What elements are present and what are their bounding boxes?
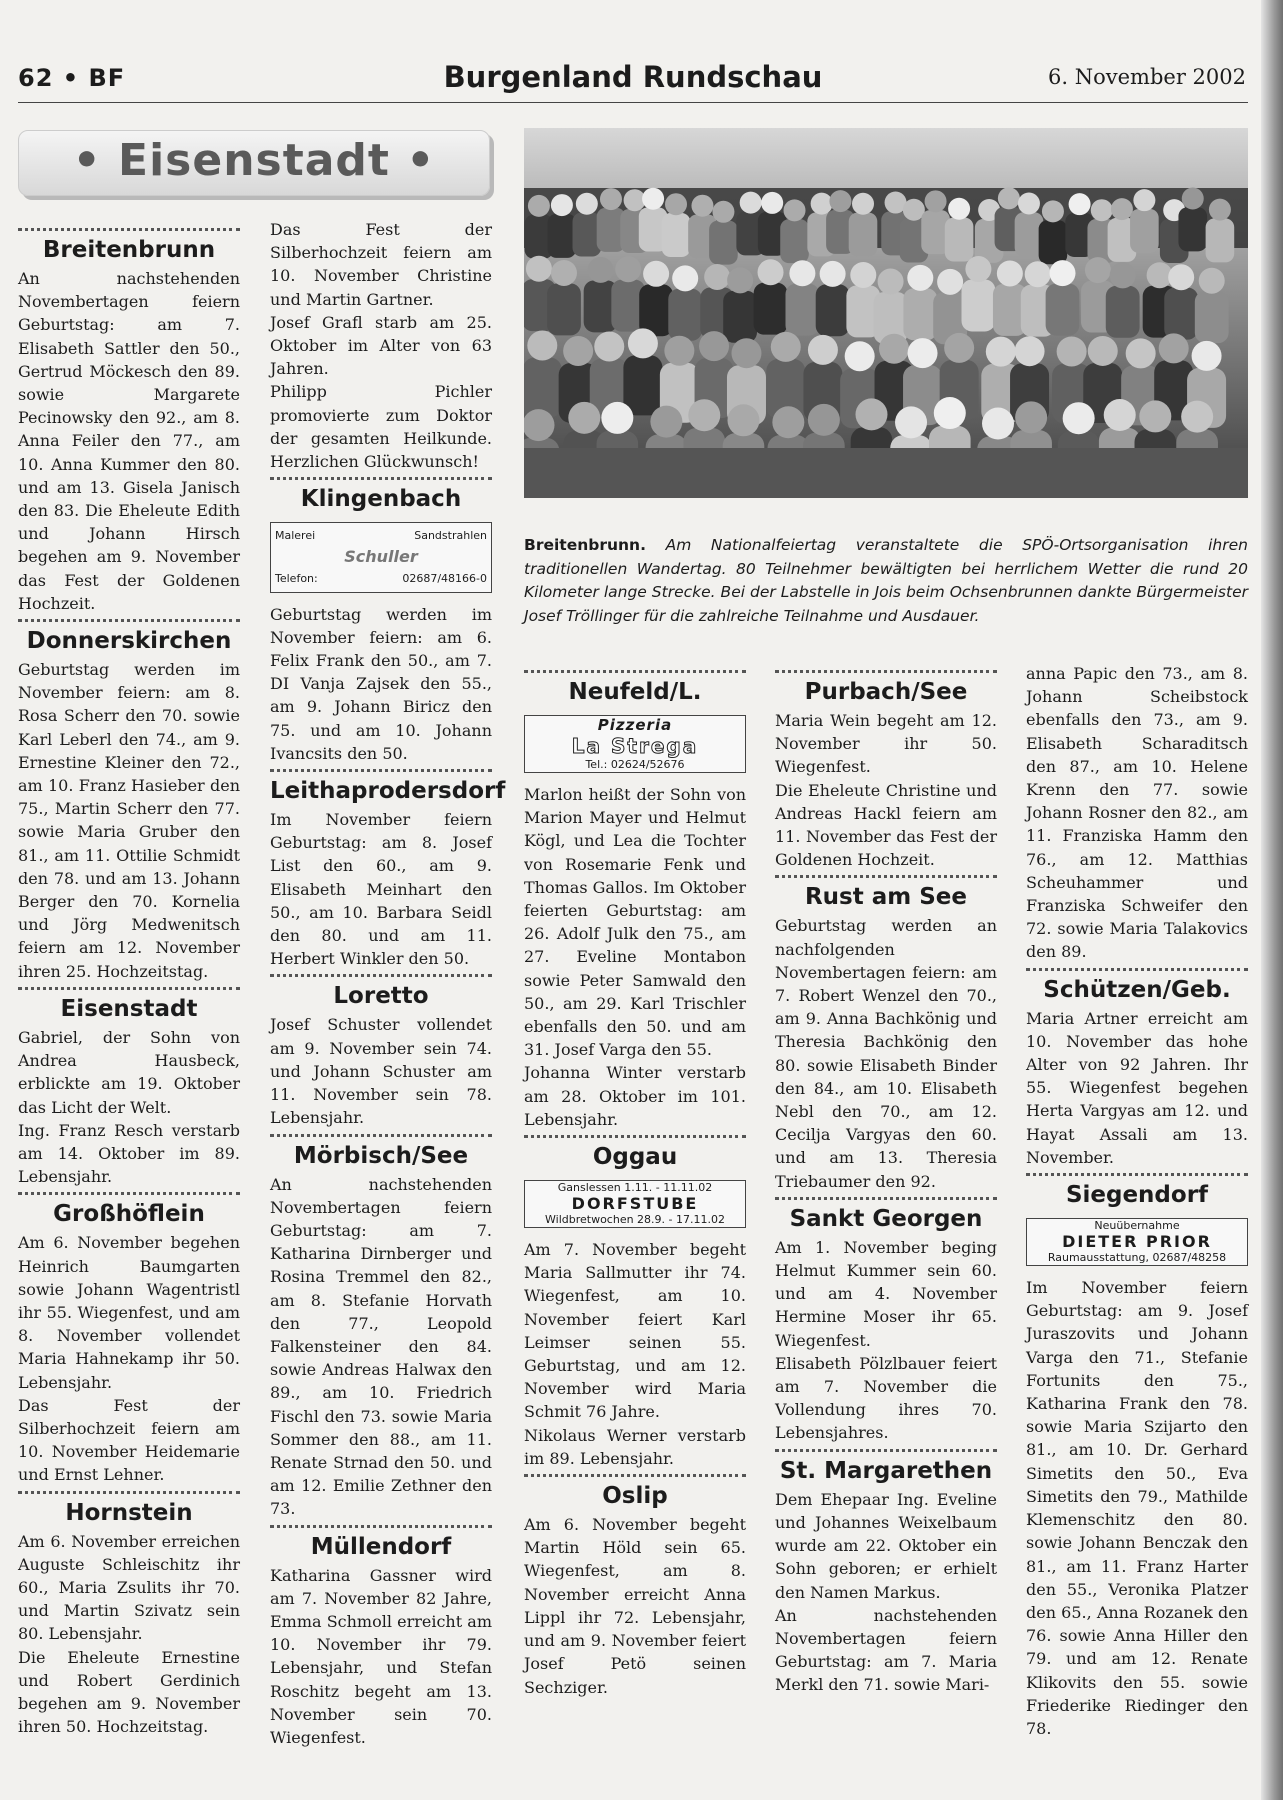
- section-banner: [18, 130, 490, 196]
- heading-donnerskirchen: Donnerskirchen: [26, 628, 232, 655]
- heading-siegendorf: Siegendorf: [1065, 1182, 1209, 1209]
- newspaper-title: Burgenland Rundschau: [443, 60, 823, 94]
- heading-purbach: Purbach/See: [804, 679, 968, 705]
- article-text: Geburtstag werden im November feiern: am 6. Felix Frank den 50., am 7. DI Vanja Zajsek den 55., am 9. Johann Biricz den 75. und am 10. Johann Ivancsits den 50.: [270, 604, 492, 763]
- article-text: Am 6. November begehen Heinrich Baumgarten sowie Johann Wagentristl ihr 55. Wiegenfest, und am 8. November vollendet Maria Hahnekamp ihr 50. Lebensjahr.: [18, 1233, 240, 1392]
- separator: [775, 1449, 997, 1452]
- ad-text: Neuübernahme: [1094, 1219, 1180, 1233]
- caption-text: Am Nationalfeiertag veranstaltete die SPÖ-Ortsorganisation ihren traditionellen Wandertag. 80 Teilnehmer bewältigten bei herrlichem Wetter die rund 20 Kilometer lange Strecke. Bei der Labstelle in Jois beim Ochsenbrunnen dankte Bürgermeister Josef Tröllinger für die zahlreiche Teilnahme und Ausdauer.: [524, 536, 1248, 625]
- column-3: [524, 666, 746, 1699]
- page-number: 62 • BF: [18, 64, 126, 92]
- separator: [524, 670, 746, 673]
- heading-oggau: Oggau: [592, 1144, 678, 1171]
- column-1: [18, 224, 240, 1738]
- article-text: Am 6. November erreichen Auguste Schleischitz ihr 60., Maria Zsulits ihr 70. und Martin Szivatz sein 80. Lebensjahr.: [18, 1531, 240, 1644]
- ad-logo: DORFSTUBE: [571, 1194, 699, 1214]
- group-photo: [524, 128, 1248, 498]
- section-banner-title: • Eisenstadt •: [72, 135, 436, 186]
- group-photo-image: [524, 128, 1248, 498]
- heading-loretto: Loretto: [333, 983, 429, 1010]
- article-text: Am 7. November begeht Maria Sallmutter ihr 74. Wiegenfest, am 10. November feiert Karl Leimser seinen 55. Geburtstag, und am 12. November wird Maria Schmit 76 Jahre.: [524, 1240, 746, 1422]
- ad-logo: La Strega: [571, 734, 699, 758]
- column-4: [775, 666, 997, 1697]
- article-text: Marlon heißt der Sohn von Marion Mayer und Helmut Kögl, und Lea die Tochter von Rosemarie Fenk und Thomas Gallos. Im Oktober feierten Geburtstag: am 26. Adolf Julk den 75., am 27. Eveline Montabon sowie Peter Samwald den 50., am 29. Karl Trischler ebenfalls den 50. und am 31. Josef Varga den 55.: [524, 785, 746, 1060]
- article-text: Josef Grafl starb am 25. Oktober im Alter von 63 Jahren.: [270, 312, 492, 379]
- ad-text: Ganslessen 1.11. - 11.11.02: [557, 1181, 713, 1195]
- heading-schuetzen: Schützen/Geb.: [1043, 976, 1231, 1003]
- ad-dorfstube: [524, 1180, 746, 1228]
- ad-logo: Schuller: [344, 547, 418, 567]
- separator: [775, 670, 997, 673]
- column-5: [1026, 662, 1248, 1740]
- heading-muellendorf: Müllendorf: [310, 1533, 452, 1560]
- ad-text: Tel.: 02624/52676: [585, 758, 685, 771]
- heading-rust: Rust am See: [804, 884, 968, 911]
- ad-text: 02687/48166-0: [402, 572, 487, 586]
- heading-hornstein: Hornstein: [65, 1499, 193, 1526]
- separator: [1026, 968, 1248, 971]
- separator: [270, 1134, 492, 1137]
- separator: [270, 1525, 492, 1528]
- issue-date: 6. November 2002: [1048, 65, 1246, 89]
- separator: [1026, 1173, 1248, 1176]
- heading-moerbisch: Mörbisch/See: [293, 1142, 469, 1169]
- article-text: Nikolaus Werner verstarb im 89. Lebensjahr.: [524, 1425, 746, 1468]
- heading-neufeld: Neufeld/L.: [568, 679, 702, 705]
- separator: [270, 769, 492, 772]
- separator: [270, 477, 492, 480]
- article-text: Am 1. November beging Helmut Kummer sein 60. und am 4. November Hermine Moser ihr 65. Wiegenfest.: [775, 1237, 997, 1350]
- article-text: Gabriel, der Sohn von Andrea Hausbeck, erblickte am 19. Oktober das Licht der Welt.: [18, 1027, 240, 1117]
- separator: [18, 1192, 240, 1195]
- article-text: Josef Schuster vollendet am 9. November sein 74. und Johann Schuster am 11. November sein 78. Lebensjahr.: [270, 1015, 492, 1128]
- page-header: [18, 58, 1248, 103]
- separator: [775, 875, 997, 878]
- article-text: anna Papic den 73., am 8. Johann Scheibstock ebenfalls den 73., am 9. Elisabeth Scharaditsch den 87., am 10. Helene Krenn den 77. sowie Johann Rosner den 82., am 11. Franziska Hamm den 76., am 12. Matthias Scheuhammer und Franziska Schweifer den 72. sowie Maria Talakovics den 89.: [1026, 664, 1248, 962]
- heading-oslip: Oslip: [602, 1483, 668, 1510]
- ad-text: Pizzeria: [597, 716, 673, 734]
- separator: [18, 619, 240, 622]
- heading-klingenbach: Klingenbach: [300, 486, 462, 513]
- article-text: An nachstehenden Novembertagen feiern Geburtstag: am 7. Katharina Dirnberger und Rosina Tremmel den 82., am 8. Stefanie Horvath den 77., Leopold Falkensteiner den 84. sowie Andreas Halwax den 89., am 10. Friedrich Fischl den 73. sowie Maria Sommer den 88., am 11. Renate Strnad den 50. und am 12. Emilie Zethner den 73.: [270, 1174, 492, 1519]
- article-text: Maria Wein begeht am 12. November ihr 50. Wiegenfest.: [775, 711, 997, 777]
- separator: [524, 1474, 746, 1477]
- article-text: Katharina Gassner wird am 7. November 82 Jahre, Emma Schmoll erreicht am 10. November ihr 79. Lebensjahr, und Stefan Roschitz begeht am 13. November sein 70. Wiegenfest.: [270, 1565, 492, 1747]
- ad-text: Malerei: [275, 529, 316, 543]
- heading-st-margarethen: St. Margarethen: [779, 1457, 993, 1484]
- article-text: Im November feiern Geburtstag: am 9. Josef Juraszovits und Johann Varga den 71., Stefanie Fortunits den 75., Katharina Frank den 78. sowie Maria Szijarto den 81., am 10. Dr. Gerhard Simetits den 50., Eva Simetits den 79., Mathilde Klemenschitz den 80. sowie Johann Benczak den 81., am 11. Franz Harter den 55., Veronika Platzer den 65., Anna Rozanek den 76. sowie Anna Hiller den 79. und am 12. Renate Klikovits den 55. sowie Friederike Riedinger den 78.: [1026, 1278, 1248, 1738]
- ad-text: Sandstrahlen: [414, 529, 487, 543]
- caption-place: Breitenbrunn.: [524, 536, 646, 554]
- article-text: Ing. Franz Resch verstarb am 14. Oktober im 89. Lebensjahr.: [18, 1120, 240, 1187]
- heading-grosshoeflein: Großhöflein: [53, 1201, 205, 1228]
- heading-breitenbrunn: Breitenbrunn: [42, 237, 216, 263]
- ad-logo: DIETER PRIOR: [1062, 1232, 1212, 1252]
- ad-la-strega: [524, 715, 746, 773]
- ad-text: Wildbretwochen 28.9. - 17.11.02: [545, 1213, 725, 1227]
- heading-leithaprodersdorf: Leithaprodersdorf: [270, 778, 506, 805]
- article-text: Das Fest der Silberhochzeit feiern am 10. November Heidemarie und Ernst Lehner.: [18, 1395, 240, 1485]
- heading-sankt-georgen: Sankt Georgen: [789, 1205, 983, 1232]
- article-text: Maria Artner erreicht am 10. November das hohe Alter von 92 Jahren. Ihr 55. Wiegenfest begehen Herta Vargyas am 12. und Hayat Assali am 13. November.: [1026, 1008, 1248, 1167]
- separator: [524, 1135, 746, 1138]
- article-text: Geburtstag werden an nachfolgenden Novembertagen feiern: am 7. Robert Wenzel den 70., am 9. Anna Bachkönig und Theresia Bachkönig den 80. sowie Elisabeth Binder den 84., am 10. Elisabeth Nebl den 70., am 12. Cecilja Vargyas den 60. und am 13. Theresia Triebaumer den 92.: [775, 916, 997, 1191]
- separator: [18, 1491, 240, 1494]
- article-text: Das Fest der Silberhochzeit feiern am 10. November Christine und Martin Gartner.: [270, 220, 492, 309]
- column-2: [270, 218, 506, 1749]
- heading-eisenstadt: Eisenstadt: [60, 995, 198, 1022]
- article-text: An nachstehenden Novembertagen feiern Geburtstag: am 7. Maria Merkl den 71. sowie Mari-: [775, 1605, 997, 1695]
- article-text: Geburtstag werden im November feiern: am 8. Rosa Scherr den 70. sowie Karl Leberl den 74., am 9. Ernestine Kleiner den 72., am 10. Franz Hasieber den 75., Martin Scherr den 77. sowie Maria Gruber den 81., am 11. Ottilie Schmidt den 78. und am 13. Johann Berger den 70. Kornelia und Jörg Medwenitsch feiern am 12. November ihren 25. Hochzeitstag.: [18, 660, 240, 981]
- ad-schuller: [270, 522, 492, 592]
- article-text: Am 6. November begeht Martin Höld sein 65. Wiegenfest, am 8. November erreicht Anna Lippl ihr 72. Lebensjahr, und am 9. November feiert Josef Petö seinen Sechziger.: [524, 1515, 746, 1697]
- article-text: Elisabeth Pölzlbauer feiert am 7. November die Vollendung ihres 70. Lebensjahres.: [775, 1353, 997, 1443]
- ad-text: Raumausstattung, 02687/48258: [1047, 1251, 1227, 1265]
- ad-dieter-prior: [1026, 1218, 1248, 1266]
- separator: [270, 974, 492, 977]
- photo-caption: [524, 534, 1248, 628]
- article-text: Philipp Pichler promovierte zum Doktor der gesamten Heilkunde. Herzlichen Glückwunsch!: [270, 382, 492, 472]
- separator: [18, 228, 240, 231]
- article-text: Johanna Winter verstarb am 28. Oktober im 101. Lebensjahr.: [524, 1063, 746, 1129]
- article-text: Dem Ehepaar Ing. Eveline und Johannes Weixelbaum wurde am 22. Oktober ein Sohn geboren; er erhielt den Namen Markus.: [775, 1489, 997, 1602]
- separator: [18, 987, 240, 990]
- article-text: Die Eheleute Christine und Andreas Hackl feiern am 11. November das Fest der Goldenen Hochzeit.: [775, 780, 997, 870]
- article-text: Die Eheleute Ernestine und Robert Gerdinich begehen am 9. November ihren 50. Hochzeitstag.: [18, 1647, 240, 1737]
- article-text: Im November feiern Geburtstag: am 8. Josef List den 60., am 9. Elisabeth Meinhart den 50., am 10. Barbara Seidl den 80. und am 11. Herbert Winkler den 50.: [270, 810, 492, 969]
- separator: [775, 1197, 997, 1200]
- page-edge-shadow: [1261, 0, 1283, 1800]
- ad-text: Telefon:: [275, 572, 318, 586]
- article-text: An nachstehenden Novembertagen feiern Geburtstag: am 7. Elisabeth Sattler den 50., Gertrud Möckesch den 89. sowie Margarete Pecinowsky den 92., am 8. Anna Feiler den 77., am 10. Anna Kummer den 80. und am 13. Gisela Janisch den 83. Die Eheleute Edith und Johann Hirsch begehen am 9. November das Fest der Goldenen Hochzeit.: [18, 269, 240, 613]
